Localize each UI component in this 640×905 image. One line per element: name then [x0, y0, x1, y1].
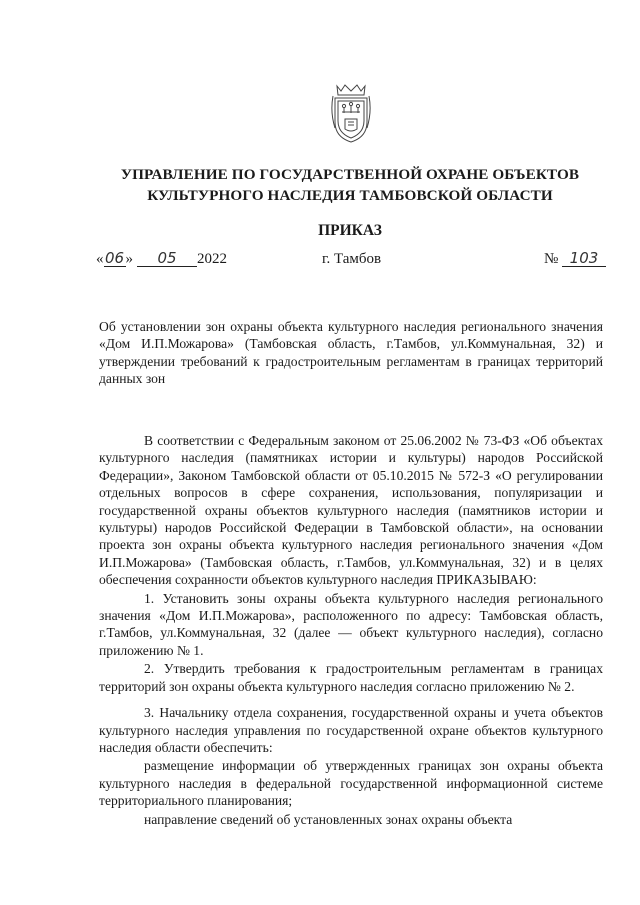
org-name-line-2: КУЛЬТУРНОГО НАСЛЕДИЯ ТАМБОВСКОЙ ОБЛАСТИ [147, 187, 553, 204]
order-subject: Об установлении зон охраны объекта культурного наследия регионального значения «Дом И.П.Можарова» (Тамбовская область, г.Тамбов, ул.Коммунальная, 32) и утверждении требований к градостроительным регламентам в границах территорий данных зон [99, 319, 603, 387]
city: г. Тамбов [322, 251, 382, 267]
number-value: 103 [562, 251, 606, 267]
organization-name [90, 164, 610, 206]
order-number [544, 251, 606, 268]
date-close-quote: » [125, 251, 133, 267]
number-sign: № [543, 251, 559, 267]
date-month: 05 [137, 251, 197, 267]
document-type: ПРИКАЗ [318, 222, 382, 239]
date-year: 2022 [197, 251, 227, 267]
date-line [96, 251, 606, 275]
paragraph-item-3-sub-1: размещение информации об утвержденных границах зон охраны объекта культурного наследия в федеральной государственной информационной системе территориального планирования; [99, 758, 603, 809]
coat-of-arms-icon [327, 82, 375, 144]
org-name-line-1: УПРАВЛЕНИЕ ПО ГОСУДАРСТВЕННОЙ ОХРАНЕ ОБЪЕКТОВ [120, 166, 580, 183]
order-body [99, 432, 603, 828]
date-open-quote: « [96, 251, 104, 267]
paragraph-preamble: В соответствии с Федеральным законом от 25.06.2002 № 73-ФЗ «Об объектах культурного наследия (памятниках истории и культуры) народов Российской Федерации», Законом Тамбовской области от 05.10.2015 № 572-З «О регулировании отдельных вопросов в сфере сохранения, использования, популяризации и государственной охраны объектов культурного наследия (памятников истории и культуры) народов Российской Федерации в Тамбовской области», на основании проекта зон охраны объекта культурного наследия регионального значения «Дом И.П.Можарова» (Тамбовская область, г.Тамбов, ул.Коммунальная, 32) и в целях обеспечения сохранности объектов культурного наследия ПРИКАЗЫВАЮ: [99, 433, 603, 588]
paragraph-item-2: 2. Утвердить требования к градостроительным регламентам в границах территорий зон охраны объекта культурного наследия согласно приложению № 2. [99, 661, 603, 694]
paragraph-item-1: 1. Установить зоны охраны объекта культурного наследия регионального значения «Дом И.П.Можарова», расположенного по адресу: Тамбовская область, г.Тамбов, ул.Коммунальная, 32 (далее — объект культурного наследия), согласно приложению № 1. [99, 590, 603, 658]
date-day: 06 [104, 249, 125, 267]
paragraph-item-3-sub-2: направление сведений об установленных зонах охраны объекта [144, 811, 513, 827]
order-date [96, 251, 227, 268]
paragraph-item-3: 3. Начальнику отдела сохранения, государственной охраны и учета объектов культурного наследия управления по государственной охране объектов культурного наследия области обеспечить: [99, 705, 603, 755]
